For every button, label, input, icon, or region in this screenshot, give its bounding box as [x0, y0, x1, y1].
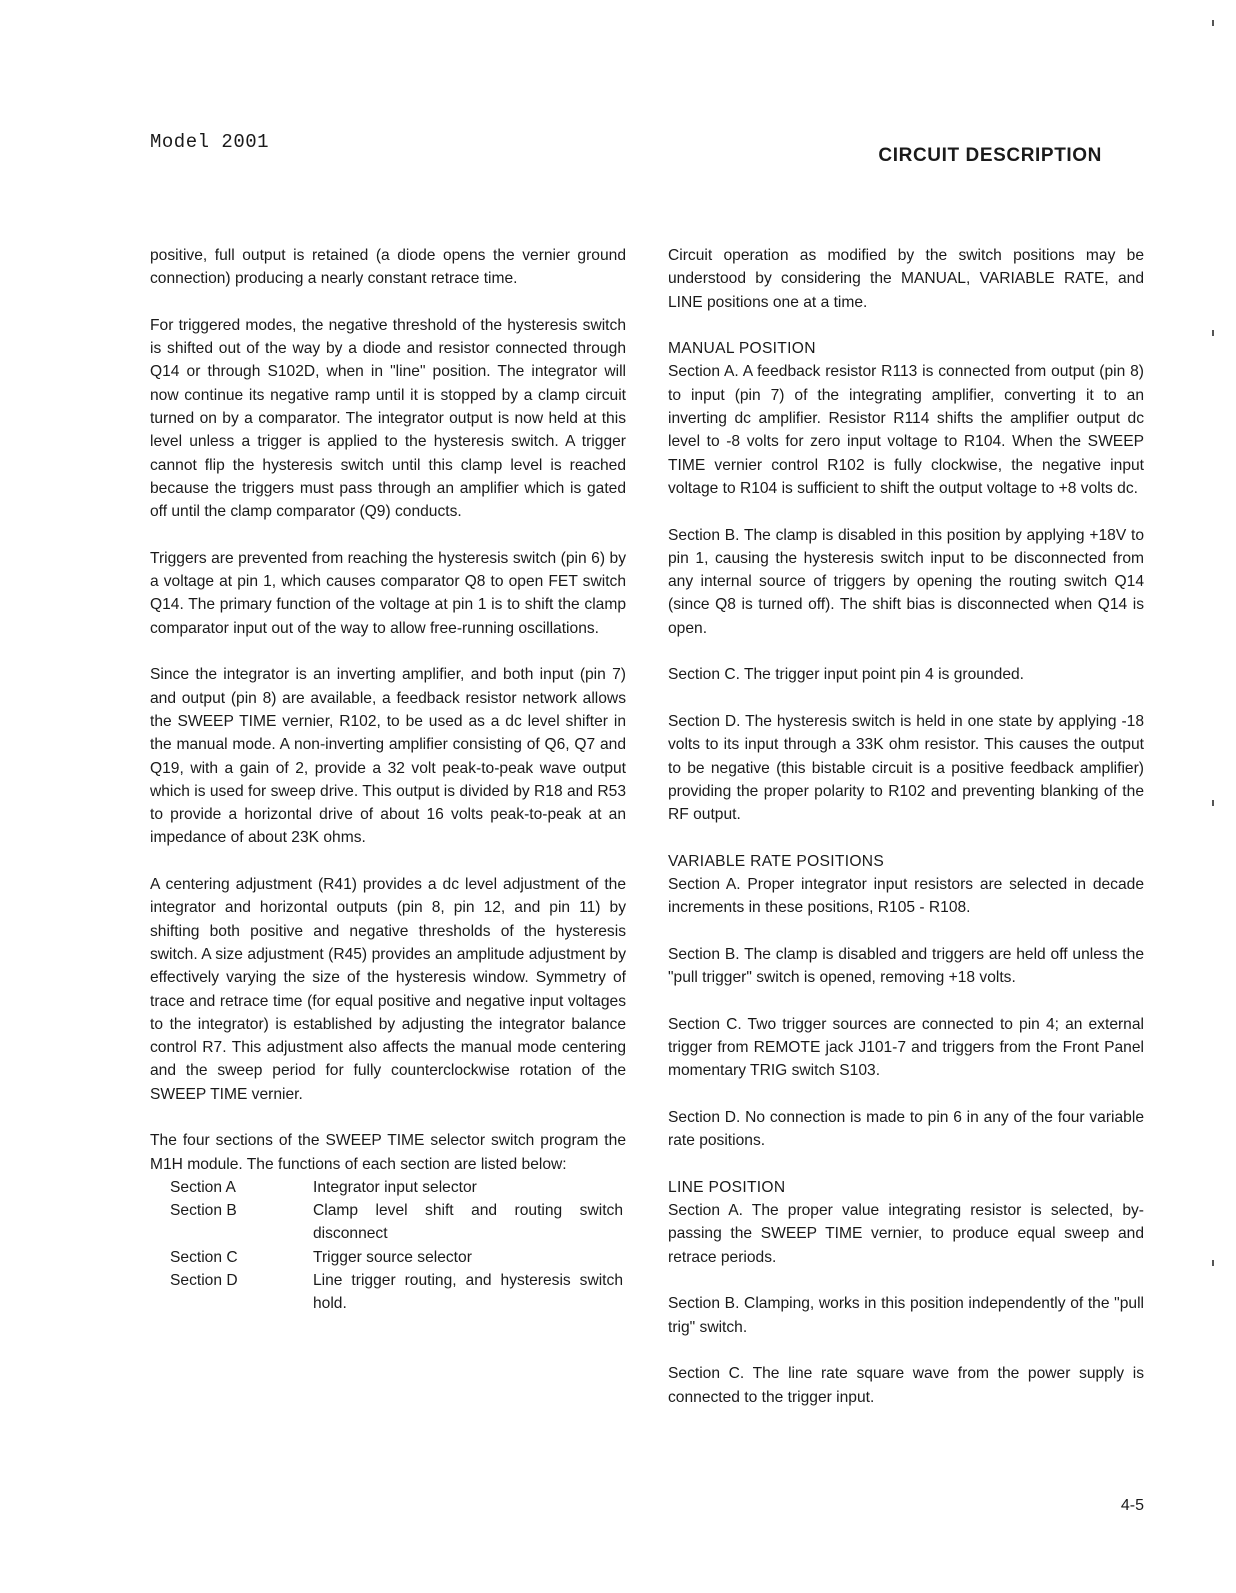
- paragraph: Section B. Clamping, works in this position independently of the "pull trig" switch.: [668, 1295, 1144, 1336]
- model-label: Model 2001: [150, 131, 270, 153]
- paragraph: Triggers are prevented from reaching the hysteresis switch (pin 6) by a voltage at pin 1, which causes comparator Q8 to open FET switch Q14. The primary function of the voltage at pin 1 is to shift the clamp comparator input out of the way to allow free-running oscillations.: [150, 549, 626, 637]
- scan-speck: [1212, 800, 1214, 806]
- paragraph: Section B. The clamp is disabled in this position by applying +18V to pin 1, causing the hysteresis switch input to be disconnected from any internal source of triggers by opening the routing switch Q14 (since Q8 is turned off). The shift bias is disconnected when Q14 is open.: [668, 526, 1144, 637]
- paragraph: Since the integrator is an inverting amplifier, and both input (pin 7) and output (pin 8) are available, a feedback resistor network allows the SWEEP TIME vernier, R102, to be used as a dc level shifter in the manual mode. A non-inverting amplifier consisting of Q6, Q7 and Q19, with a gain of 2, provide a 32 volt peak-to-peak wave output which is used for sweep drive. This output is divided by R18 and R53 to provide a horizontal drive of about 16 volts peak-to-peak at an impedance of about 23K ohms.: [150, 666, 626, 847]
- subheading: VARIABLE RATE POSITIONS: [668, 852, 885, 870]
- table-row: [170, 1199, 623, 1246]
- switch-sections-table: [170, 1176, 623, 1316]
- paragraph: A centering adjustment (R41) provides a dc level adjustment of the integrator and horizontal outputs (pin 8, pin 12, and pin 11) by shifting both positive and negative thresholds of the hysteresis switch. A size adjustment (R45) provides an amplitude adjustment by effectively varying the size of the hysteresis window. Symmetry of trace and retrace time (for equal positive and negative input voltages to the integrator) is established by adjusting the integrator balance control R7. This adjustment also affects the manual mode centering and the sweep period for fully counterclockwise rotation of the SWEEP TIME vernier.: [150, 876, 626, 1103]
- section-desc: Line trigger routing, and hysteresis switch hold.: [313, 1272, 623, 1313]
- scan-speck: [1212, 20, 1214, 26]
- scan-speck: [1212, 330, 1214, 336]
- paragraph: For triggered modes, the negative threshold of the hysteresis switch is shifted out of the way by a diode and resistor connected through Q14 or through S102D, when in "line" position. The integrator will now continue its negative ramp until it is stopped by a clamp circuit turned on by a comparator. The integrator output is now held at this level unless a trigger is applied to the hysteresis switch. A trigger cannot flip the hysteresis switch until this clamp level is reached because the triggers must pass through an amplifier which is gated off until the clamp comparator (Q9) conducts.: [150, 316, 626, 521]
- paragraph: Circuit operation as modified by the switch positions may be understood by considering the MANUAL, VARIABLE RATE, and LINE positions one at a time.: [668, 247, 1144, 311]
- section-name: Section C: [170, 1248, 238, 1266]
- subheading: LINE POSITION: [668, 1178, 786, 1196]
- table-row: [170, 1176, 623, 1199]
- paragraph: Section C. The trigger input point pin 4 is grounded.: [668, 666, 1024, 684]
- paragraph: Section D. The hysteresis switch is held in one state by applying -18 volts to its input through a 33K ohm resistor. This causes the output to be negative (this bistable circuit is a positive feedback amplifier) providing the proper polarity to R102 and preventing blanking of the RF output.: [668, 712, 1144, 824]
- page-number: 4-5: [1120, 1497, 1144, 1514]
- section-desc: Integrator input selector: [313, 1178, 477, 1196]
- paragraph: Section C. The line rate square wave from the power supply is connected to the trigger input.: [668, 1365, 1144, 1406]
- paragraph: Section D. No connection is made to pin 6 in any of the four variable rate positions.: [668, 1108, 1144, 1150]
- subheading: MANUAL POSITION: [668, 340, 816, 358]
- paragraph: positive, full output is retained (a diode opens the vernier ground connection) producing a nearly constant retrace time.: [150, 247, 626, 288]
- paragraph: Section A. A feedback resistor R113 is connected from output (pin 8) to input (pin 7) of the integrating amplifier, converting it to an inverting dc amplifier. Resistor R114 shifts the amplifier output dc level to -8 volts for zero input voltage to R104. When the SWEEP TIME vernier control R102 is fully clockwise, the negative input voltage to R104 is sufficient to shift the output voltage to +8 volts dc.: [668, 363, 1144, 497]
- section-name: Section B: [170, 1202, 237, 1220]
- section-title: CIRCUIT DESCRIPTION: [878, 145, 1102, 166]
- table-row: [170, 1246, 623, 1269]
- right-column: [668, 244, 1144, 1432]
- left-column: [150, 244, 626, 1316]
- section-name: Section A: [170, 1178, 236, 1196]
- section-desc: Trigger source selector: [313, 1248, 472, 1266]
- section-desc: Clamp level shift and routing switch disconnect: [313, 1202, 623, 1243]
- paragraph: Section A. Proper integrator input resistors are selected in decade increments in these positions, R105 - R108.: [668, 876, 1144, 917]
- section-name: Section D: [170, 1272, 238, 1290]
- paragraph: Section B. The clamp is disabled and triggers are held off unless the "pull trigger" switch is opened, removing +18 volts.: [668, 945, 1144, 987]
- table-row: [170, 1269, 623, 1316]
- paragraph: Section A. The proper value integrating resistor is selected, by-passing the SWEEP TIME vernier, to produce equal sweep and retrace periods.: [668, 1202, 1144, 1266]
- paragraph: The four sections of the SWEEP TIME selector switch program the M1H module. The functions of each section are listed below:: [150, 1132, 626, 1173]
- scan-speck: [1212, 1260, 1214, 1266]
- paragraph: Section C. Two trigger sources are connected to pin 4; an external trigger from REMOTE jack J101-7 and triggers from the Front Panel momentary TRIG switch S103.: [668, 1015, 1144, 1080]
